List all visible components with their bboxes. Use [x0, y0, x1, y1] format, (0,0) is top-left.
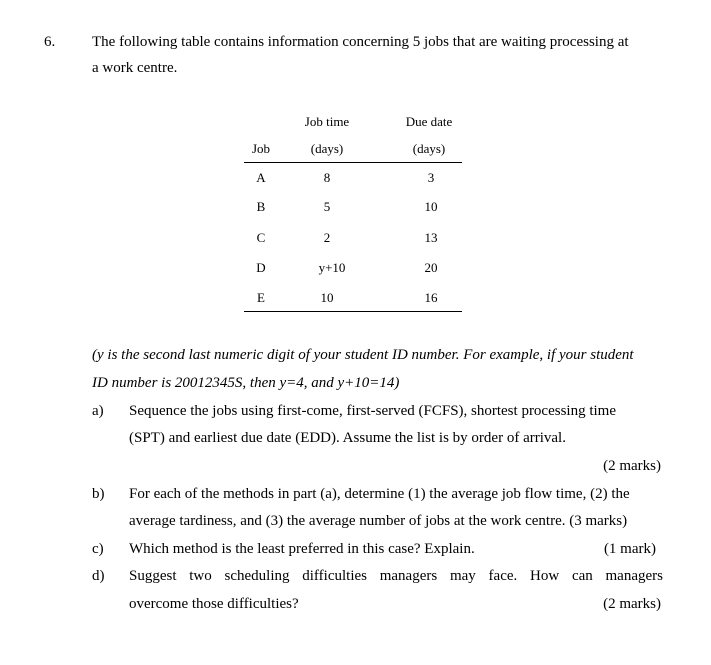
- cell-due-date: 3: [427, 170, 435, 185]
- note-line2: ID number is 20012345S, then y=4, and y+10=14): [92, 375, 400, 391]
- part-d-word: face.: [488, 568, 518, 584]
- question-number: 6.: [44, 34, 56, 50]
- header-divider: [244, 162, 462, 163]
- part-d-word: difficulties: [302, 568, 367, 584]
- cell-job-time: 8: [323, 170, 331, 185]
- header-job-time-line2: (days): [310, 141, 344, 156]
- part-a-marks: (2 marks): [603, 458, 661, 474]
- part-d-line2: overcome those difficulties?: [129, 596, 299, 612]
- cell-job-time: 5: [323, 199, 331, 214]
- part-d-word: can: [571, 568, 593, 584]
- cell-job: E: [257, 290, 265, 305]
- table-bottom-rule: [244, 311, 462, 312]
- question-intro-line2: a work centre.: [92, 60, 178, 76]
- part-d-word: managers: [379, 568, 438, 584]
- cell-job: C: [256, 230, 266, 245]
- part-d-word: scheduling: [224, 568, 290, 584]
- part-c-label: c): [92, 541, 104, 557]
- part-d-line1: [129, 567, 663, 585]
- cell-job-time: 2: [323, 230, 331, 245]
- cell-due-date: 16: [424, 290, 438, 305]
- part-b-label: b): [92, 486, 105, 502]
- part-c-line1: Which method is the least preferred in this case? Explain.: [129, 541, 475, 557]
- part-d-marks: (2 marks): [603, 596, 661, 612]
- question-intro-line1: The following table contains information concerning 5 jobs that are waiting processing at: [92, 34, 629, 50]
- header-job: Job: [251, 141, 271, 156]
- header-job-time-line1: Job time: [304, 114, 350, 129]
- part-d-word: How: [530, 568, 560, 584]
- part-d-label: d): [92, 568, 105, 584]
- cell-due-date: 20: [424, 260, 438, 275]
- cell-due-date: 10: [424, 199, 438, 214]
- part-a-line2: (SPT) and earliest due date (EDD). Assume the list is by order of arrival.: [129, 430, 566, 446]
- note-line1: (y is the second last numeric digit of your student ID number. For example, if your student: [92, 347, 634, 363]
- part-d-word: two: [189, 568, 212, 584]
- part-c-marks: (1 mark): [603, 541, 656, 557]
- cell-due-date: 13: [424, 230, 438, 245]
- part-d-word: managers: [605, 568, 663, 584]
- part-a-label: a): [92, 403, 104, 419]
- header-due-date-line1: Due date: [405, 114, 453, 129]
- cell-job-time: y+10: [318, 260, 346, 275]
- part-b-line1: For each of the methods in part (a), determine (1) the average job flow time, (2) the: [129, 486, 630, 502]
- cell-job: A: [256, 170, 266, 185]
- part-a-line1: Sequence the jobs using first-come, first-served (FCFS), shortest processing time: [129, 403, 617, 419]
- part-b-line2: average tardiness, and (3) the average number of jobs at the work centre. (3 marks): [129, 513, 628, 529]
- header-due-date-line2: (days): [412, 141, 446, 156]
- cell-job-time: 10: [320, 290, 334, 305]
- cell-job: D: [256, 260, 266, 275]
- part-d-word: Suggest: [129, 568, 177, 584]
- cell-job: B: [256, 199, 266, 214]
- part-d-word: may: [449, 568, 476, 584]
